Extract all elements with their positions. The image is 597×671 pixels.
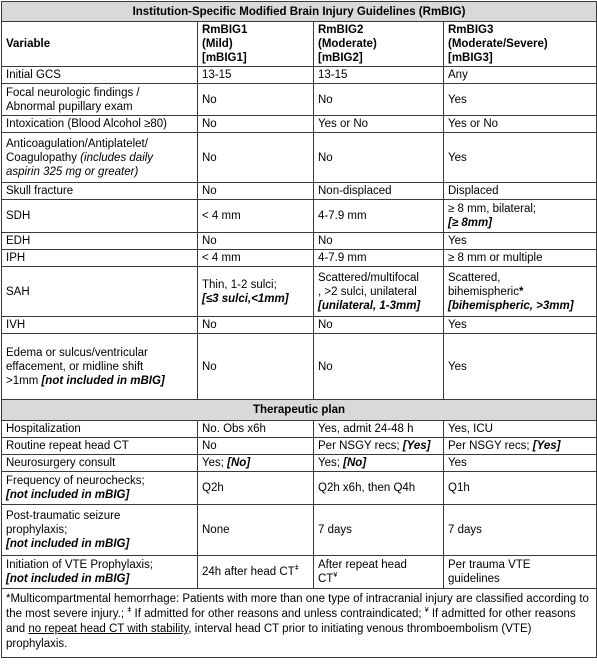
header-rmbig3	[444, 22, 597, 67]
row-label: Intoxication (Blood Alcohol ≥80)	[2, 116, 198, 133]
cell-text: bihemispheric	[448, 285, 519, 298]
table-row-ivh	[2, 317, 597, 334]
cell-rmbig3: ≥ 8 mm or multiple	[444, 250, 597, 267]
row-label-note: aspirin 325 mg or greater)	[6, 165, 139, 178]
mbig-criterion: [unilateral, 1-3mm]	[318, 299, 421, 312]
row-label-line: Initiation of VTE Prophylaxis;	[6, 559, 154, 571]
mbig-criterion: [No]	[227, 457, 251, 469]
cell-rmbig3	[444, 438, 597, 455]
header-rmbig2	[314, 22, 444, 67]
cell-rmbig2: 4-7.9 mm	[314, 250, 444, 267]
cell-rmbig1: No	[198, 84, 314, 116]
row-label: IVH	[2, 317, 198, 334]
cell-rmbig3: Yes	[444, 233, 597, 250]
cell-rmbig2	[314, 267, 444, 317]
row-label-line: Frequency of neurochecks;	[6, 475, 145, 487]
footnote-marker: *	[518, 285, 524, 298]
row-label	[2, 472, 198, 505]
cell-line: ≥ 8 mm, bilateral;	[448, 203, 537, 215]
cell-line: After repeat head	[318, 559, 407, 571]
cell-rmbig3: Yes or No	[444, 116, 597, 133]
cell-text: 24h after head CT	[202, 566, 295, 578]
row-label	[2, 133, 198, 183]
cell-rmbig2: Yes, admit 24-48 h	[314, 421, 444, 438]
row-label	[2, 84, 198, 116]
row-label-line: Anticoagulation/Antiplatelet/	[6, 137, 148, 150]
header-rmbig3-line: [mBIG3]	[448, 52, 493, 64]
cell-line: Scattered/multifocal	[318, 271, 419, 284]
cell-rmbig2: No	[314, 84, 444, 116]
cell-rmbig1	[198, 455, 314, 472]
cell-rmbig2: No	[314, 233, 444, 250]
row-label: SDH	[2, 200, 198, 233]
cell-rmbig2	[314, 556, 444, 589]
footnote-text: , interval head CT prior to initiating venous thromboembolism (VTE) prophylaxis.	[6, 623, 532, 650]
cell-line: , >2 sulci, unilateral	[318, 285, 417, 298]
row-label: Skull fracture	[2, 183, 198, 200]
column-header-row	[2, 22, 597, 67]
row-label-line: Abnormal pupillary exam	[6, 100, 133, 113]
cell-text: Per NSGY recs;	[318, 440, 403, 452]
row-label-note: (includes daily	[76, 151, 154, 164]
cell-rmbig1: No	[198, 133, 314, 183]
cell-rmbig1: None	[198, 505, 314, 556]
mbig-criterion: [≤3 sulci,<1mm]	[202, 292, 289, 305]
row-label-line: prophylaxis;	[6, 524, 68, 536]
cell-rmbig2: No	[314, 133, 444, 183]
footnote-row	[2, 589, 597, 658]
mbig-criterion: [≥ 8mm]	[448, 217, 493, 229]
footnote-marker: ¥	[424, 607, 429, 615]
cell-rmbig2: 4-7.9 mm	[314, 200, 444, 233]
cell-rmbig2: Yes or No	[314, 116, 444, 133]
brain-injury-guidelines-table	[1, 1, 597, 658]
table-row-iph	[2, 250, 597, 267]
cell-rmbig3: Yes	[444, 317, 597, 334]
cell-rmbig2	[314, 455, 444, 472]
header-variable: Variable	[2, 22, 198, 67]
cell-rmbig3: Yes	[444, 334, 597, 400]
row-label: Initial GCS	[2, 67, 198, 84]
mbig-criterion: [No]	[343, 457, 367, 469]
row-label: Routine repeat head CT	[2, 438, 198, 455]
row-label	[2, 505, 198, 556]
cell-rmbig3: Yes	[444, 455, 597, 472]
mbig-criterion: [Yes]	[532, 440, 561, 452]
header-rmbig3-line: (Moderate/Severe)	[448, 38, 548, 50]
cell-rmbig1	[198, 267, 314, 317]
section-title-therapeutic-plan: Therapeutic plan	[2, 400, 597, 421]
cell-line: Scattered,	[448, 271, 501, 284]
cell-rmbig2: No	[314, 317, 444, 334]
cell-rmbig1: 13-15	[198, 67, 314, 84]
table-row-sdh	[2, 200, 597, 233]
cell-rmbig1: No	[198, 183, 314, 200]
cell-rmbig3: 7 days	[444, 505, 597, 556]
table-row-neurosurgery-consult	[2, 455, 597, 472]
header-rmbig2-line: RmBIG2	[318, 24, 364, 36]
row-label-text: Coagulopathy	[6, 151, 77, 164]
row-label	[2, 556, 198, 589]
cell-rmbig1: No. Obs x6h	[198, 421, 314, 438]
table-row-gcs	[2, 67, 597, 84]
cell-rmbig1: No	[198, 116, 314, 133]
table-row-sah	[2, 267, 597, 317]
cell-rmbig1	[198, 556, 314, 589]
row-label: IPH	[2, 250, 198, 267]
cell-rmbig3: Any	[444, 67, 597, 84]
table-row-hospitalization	[2, 421, 597, 438]
cell-text: Yes;	[318, 457, 344, 469]
cell-line: Per trauma VTE	[448, 559, 531, 571]
table-row-vte-prophylaxis	[2, 556, 597, 589]
footnote-text: *Multicompartmental hemorrhage: Patients with more than one type of intracranial injury are classified according to the most severe injury.;	[6, 593, 589, 620]
row-label-text: >1mm	[6, 374, 42, 387]
table-row-focal	[2, 84, 597, 116]
cell-rmbig2: 13-15	[314, 67, 444, 84]
footnote-text: If admitted for other reasons and unless contraindicated;	[131, 608, 425, 620]
footnote-marker: ǂ	[127, 607, 132, 615]
cell-rmbig2: Q2h x6h, then Q4h	[314, 472, 444, 505]
table-row-anticoagulation	[2, 133, 597, 183]
cell-rmbig3: Yes	[444, 84, 597, 116]
cell-text: Yes;	[202, 457, 228, 469]
cell-text: Per NSGY recs;	[448, 440, 533, 452]
footnote	[2, 589, 597, 658]
header-rmbig2-line: [mBIG2]	[318, 52, 363, 64]
footnote-underlined-text: no repeat head CT with stability	[28, 623, 189, 635]
footnote-marker: ǂ	[294, 565, 299, 573]
cell-rmbig1: No	[198, 233, 314, 250]
cell-rmbig2: No	[314, 334, 444, 400]
row-label-line: Edema or sulcus/ventricular	[6, 346, 148, 359]
cell-rmbig1: No	[198, 334, 314, 400]
header-rmbig2-line: (Moderate)	[318, 38, 377, 50]
table-row-repeat-head-ct	[2, 438, 597, 455]
row-label	[2, 334, 198, 400]
cell-rmbig2	[314, 438, 444, 455]
cell-rmbig3: Displaced	[444, 183, 597, 200]
footnote-text: If admitted for other reasons and	[6, 608, 576, 635]
header-rmbig1-line: RmBIG1	[202, 24, 248, 36]
row-label-line	[6, 374, 193, 388]
mbig-note: [not included in mBIG]	[41, 374, 165, 387]
cell-rmbig3	[444, 556, 597, 589]
mbig-criterion: [bihemispheric, >3mm]	[448, 299, 574, 312]
table-row-neurochecks	[2, 472, 597, 505]
cell-text: CT	[318, 573, 334, 585]
cell-rmbig3: Yes	[444, 133, 597, 183]
cell-rmbig1: < 4 mm	[198, 250, 314, 267]
row-label: Neurosurgery consult	[2, 455, 198, 472]
cell-rmbig3: Yes, ICU	[444, 421, 597, 438]
cell-rmbig2: 7 days	[314, 505, 444, 556]
row-label: EDH	[2, 233, 198, 250]
cell-rmbig2: Non-displaced	[314, 183, 444, 200]
header-rmbig1-line: (Mild)	[202, 38, 233, 50]
cell-rmbig1: No	[198, 317, 314, 334]
cell-line	[448, 285, 592, 299]
table-title: Institution-Specific Modified Brain Injury Guidelines (RmBIG)	[2, 2, 597, 22]
table-row-intoxication	[2, 116, 597, 133]
table-row-skull-fracture	[2, 183, 597, 200]
row-label-line	[6, 151, 193, 165]
table-row-edema	[2, 334, 597, 400]
row-label-line: Focal neurologic findings /	[6, 86, 140, 99]
row-label: SAH	[2, 267, 198, 317]
row-label-line: effacement, or midline shift	[6, 360, 144, 373]
cell-rmbig3	[444, 267, 597, 317]
cell-rmbig1: No	[198, 438, 314, 455]
row-label-line: Post-traumatic seizure	[6, 510, 121, 522]
cell-rmbig3	[444, 200, 597, 233]
table-row-edh	[2, 233, 597, 250]
cell-rmbig1: < 4 mm	[198, 200, 314, 233]
mbig-criterion: [Yes]	[402, 440, 431, 452]
header-rmbig3-line: RmBIG3	[448, 24, 494, 36]
mbig-note: [not included in mBIG]	[6, 489, 130, 501]
cell-rmbig1: Q2h	[198, 472, 314, 505]
header-rmbig1	[198, 22, 314, 67]
row-label: Hospitalization	[2, 421, 198, 438]
footnote-marker: ¥	[333, 572, 338, 580]
cell-line	[318, 572, 439, 586]
mbig-note: [not included in mBIG]	[6, 573, 130, 585]
cell-rmbig3: Q1h	[444, 472, 597, 505]
cell-line: guidelines	[448, 573, 500, 585]
mbig-note: [not included in mBIG]	[6, 538, 130, 550]
table-row-seizure-prophylaxis	[2, 505, 597, 556]
cell-line: Thin, 1-2 sulci;	[202, 278, 277, 291]
header-rmbig1-line: [mBIG1]	[202, 52, 247, 64]
